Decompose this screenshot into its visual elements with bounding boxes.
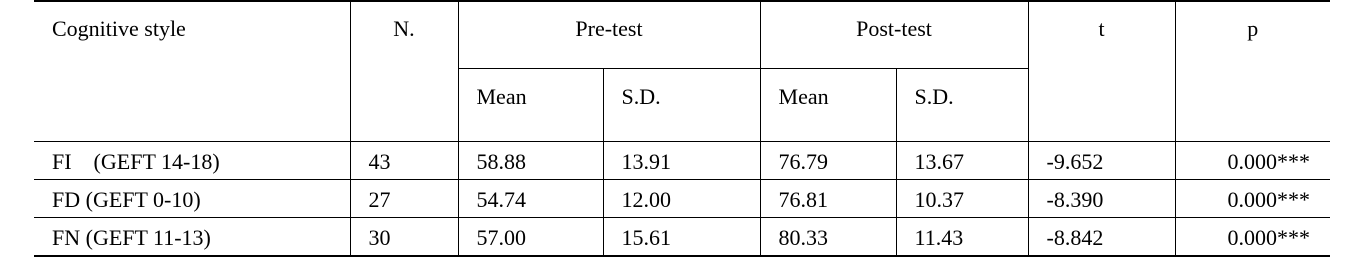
cell-pre-mean: 58.88: [458, 142, 603, 180]
cell-p: 0.000***: [1175, 180, 1330, 218]
cell-t: -8.390: [1028, 180, 1175, 218]
header-post-sd: S.D.: [896, 69, 1028, 142]
cell-post-mean: 76.81: [760, 180, 896, 218]
table-row: [34, 142, 1330, 180]
header-t: t: [1028, 1, 1175, 142]
table-row: [34, 218, 1330, 257]
header-post-mean: Mean: [760, 69, 896, 142]
results-table: [34, 0, 1330, 257]
cell-t: -9.652: [1028, 142, 1175, 180]
header-cognitive-style: Cognitive style: [34, 1, 350, 142]
header-pre-mean: Mean: [458, 69, 603, 142]
header-row: [34, 1, 1330, 69]
cell-post-sd: 10.37: [896, 180, 1028, 218]
cell-pre-mean: 57.00: [458, 218, 603, 257]
cell-n: 30: [350, 218, 458, 257]
cell-t: -8.842: [1028, 218, 1175, 257]
cell-pre-sd: 12.00: [603, 180, 760, 218]
cell-pre-sd: 15.61: [603, 218, 760, 257]
table-row: [34, 180, 1330, 218]
header-n: N.: [350, 1, 458, 142]
cell-pre-mean: 54.74: [458, 180, 603, 218]
header-p: p: [1175, 1, 1330, 142]
cell-post-mean: 80.33: [760, 218, 896, 257]
header-post-test: Post-test: [760, 1, 1028, 69]
cell-p: 0.000***: [1175, 142, 1330, 180]
cell-post-sd: 11.43: [896, 218, 1028, 257]
header-pre-test: Pre-test: [458, 1, 760, 69]
cell-pre-sd: 13.91: [603, 142, 760, 180]
cell-n: 43: [350, 142, 458, 180]
cell-n: 27: [350, 180, 458, 218]
cell-style: FN (GEFT 11-13): [34, 218, 350, 257]
cell-post-mean: 76.79: [760, 142, 896, 180]
cell-style: FD (GEFT 0-10): [34, 180, 350, 218]
cell-style: FI (GEFT 14-18): [34, 142, 350, 180]
cell-p: 0.000***: [1175, 218, 1330, 257]
cell-post-sd: 13.67: [896, 142, 1028, 180]
header-pre-sd: S.D.: [603, 69, 760, 142]
